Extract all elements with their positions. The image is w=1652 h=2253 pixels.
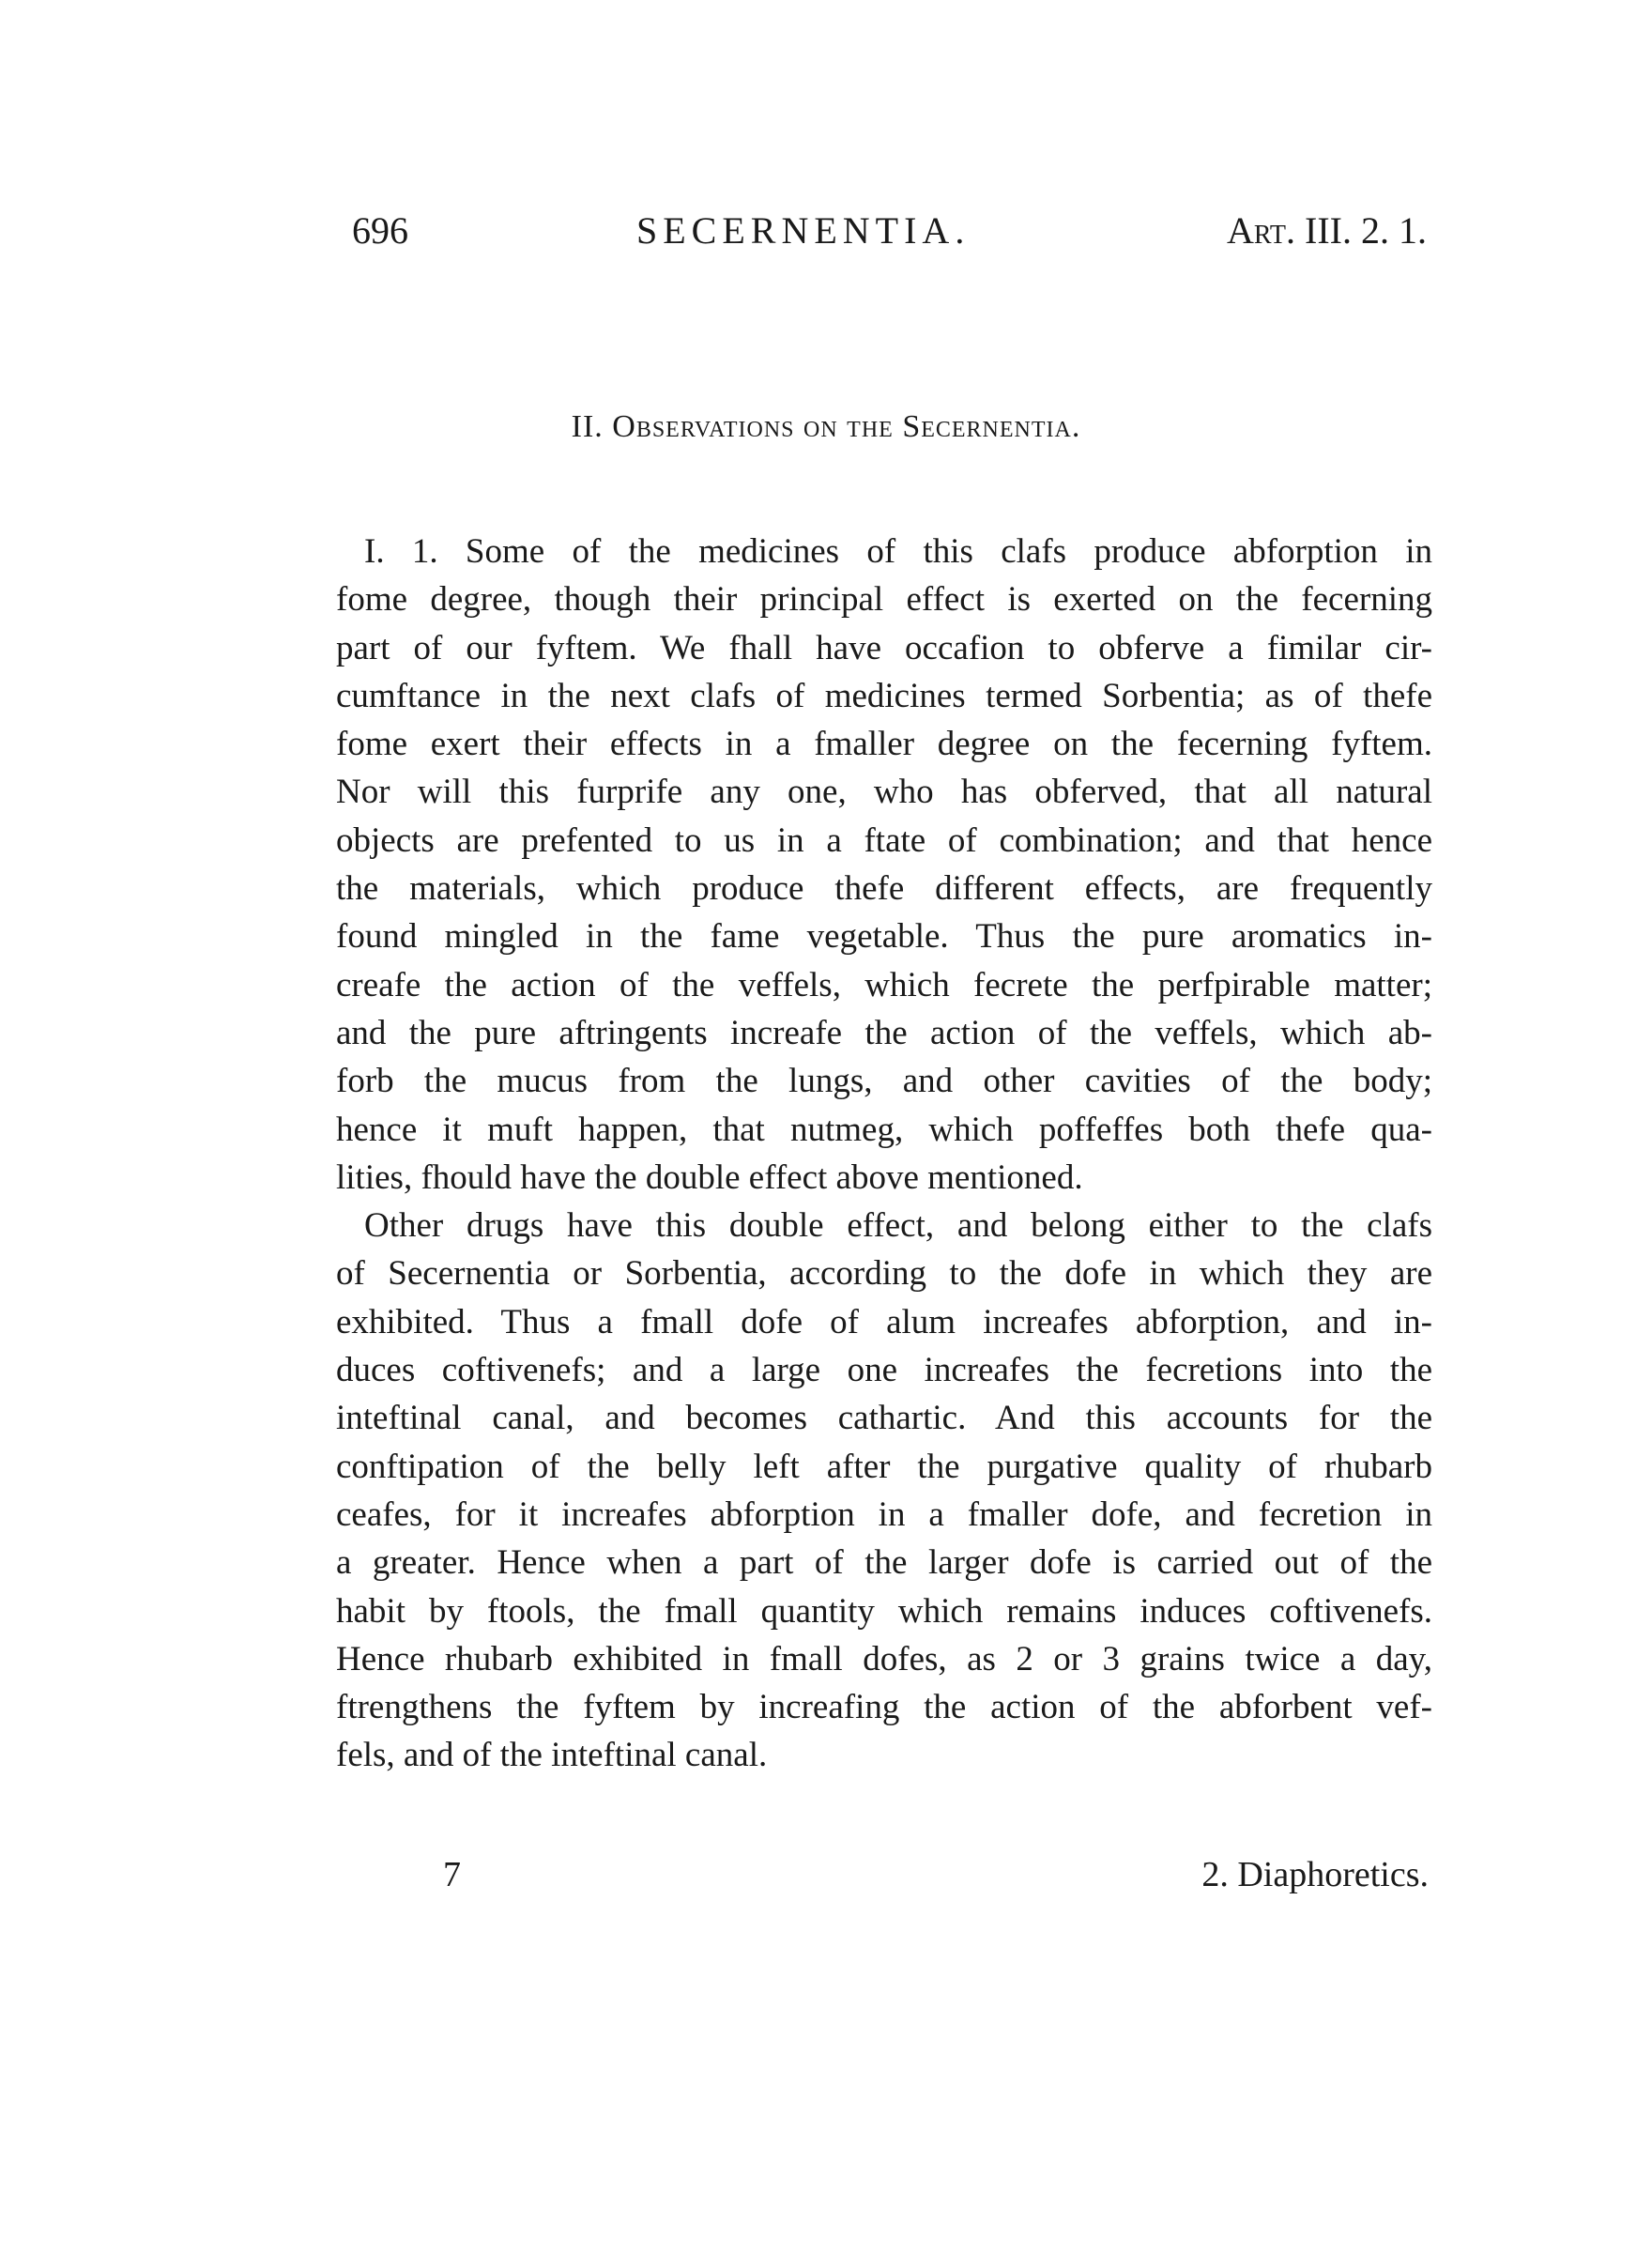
text-line: found mingled in the fame vegetable. Thus the pure aromatics in- xyxy=(336,917,1432,957)
text-line: duces coftivenefs; and a large one increafes the fecretions into the xyxy=(336,1351,1432,1390)
text-line: lities, fhould have the double effect above mentioned. xyxy=(336,1157,1083,1197)
text-line: fome degree, though their principal effect is exerted on the fecerning xyxy=(336,580,1432,620)
text-line: forb the mucus from the lungs, and other cavities of the body; xyxy=(336,1062,1432,1101)
catchword: 2. Diaphoretics. xyxy=(1201,1855,1429,1894)
page-number: 696 xyxy=(352,209,408,252)
text-line: exhibited. Thus a fmall dofe of alum increafes abforption, and in- xyxy=(336,1302,1432,1341)
body-text xyxy=(336,528,1432,1780)
text-line: of Secernentia or Sorbentia, according to the dofe in which they are xyxy=(336,1254,1432,1294)
text-line: part of our fyftem. We fhall have occafion to obferve a fimilar cir- xyxy=(336,628,1432,667)
text-line: ceafes, for it increafes abforption in a fmaller dofe, and fecretion in xyxy=(336,1494,1432,1534)
running-title: SECERNENTIA. xyxy=(636,209,971,252)
text-line: the materials, which produce thefe different effects, are frequently xyxy=(336,869,1432,909)
text-line: I. 1. Some of the medicines of this clafs produce abforption in xyxy=(364,532,1432,571)
text-line: a greater. Hence when a part of the larger dofe is carried out of the xyxy=(336,1543,1432,1583)
text-line: ftrengthens the fyftem by increafing the action of the abforbent vef- xyxy=(336,1688,1432,1727)
text-line: inteftinal canal, and becomes cathartic. And this accounts for the xyxy=(336,1399,1432,1438)
text-line: hence it muft happen, that nutmeg, which poffeffes both thefe qua- xyxy=(336,1110,1432,1149)
article-reference: Art. III. 2. 1. xyxy=(1227,209,1427,252)
text-line: objects are prefented to us in a ftate of combination; and that hence xyxy=(336,820,1432,860)
signature-mark: 7 xyxy=(443,1855,461,1894)
section-heading: II. Observations on the Secernentia. xyxy=(571,409,1081,444)
text-line: habit by ftools, the fmall quantity which remains induces coftivenefs. xyxy=(336,1591,1432,1631)
text-line: Nor will this furprife any one, who has obferved, that all natural xyxy=(336,773,1432,812)
paragraph xyxy=(336,528,1432,1202)
text-line: fome exert their effects in a fmaller degree on the fecerning fyftem. xyxy=(336,725,1432,764)
text-line: conftipation of the belly left after the purgative quality of rhubarb xyxy=(336,1447,1432,1486)
text-line: Hence rhubarb exhibited in fmall dofes, as 2 or 3 grains twice a day, xyxy=(336,1639,1432,1678)
paragraph xyxy=(336,1202,1432,1780)
text-line: Other drugs have this double effect, and belong either to the clafs xyxy=(364,1206,1432,1246)
text-line: creafe the action of the veffels, which fecrete the perfpirable matter; xyxy=(336,965,1432,1004)
text-line: and the pure aftringents increafe the action of the veffels, which ab- xyxy=(336,1013,1432,1052)
text-line: cumftance in the next clafs of medicines termed Sorbentia; as of thefe xyxy=(336,676,1432,715)
text-line: fels, and of the inteftinal canal. xyxy=(336,1736,768,1775)
